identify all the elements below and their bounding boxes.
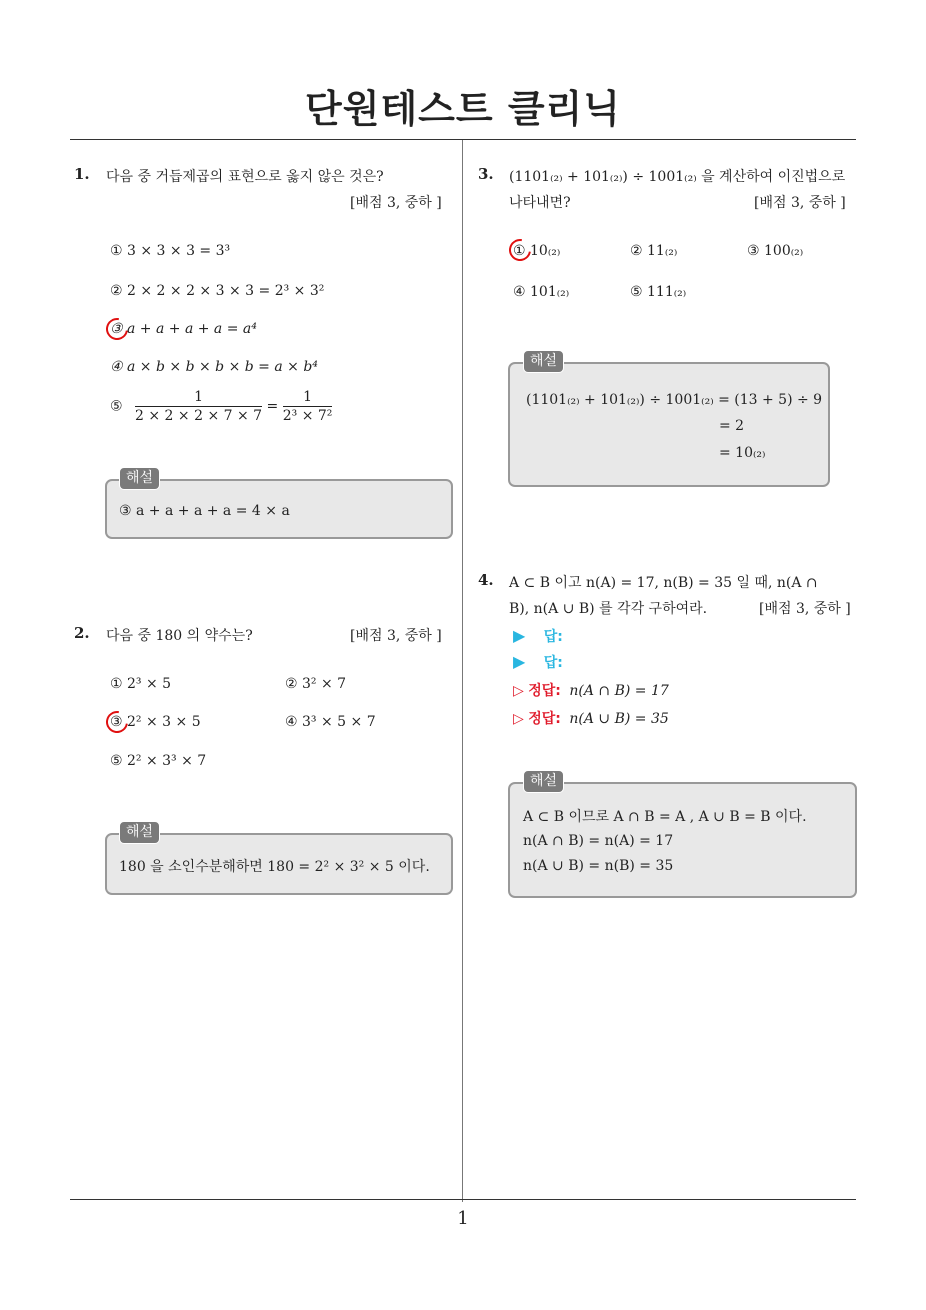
q1-number: 1.	[74, 165, 90, 183]
q1-choice-5	[110, 388, 332, 425]
correct-label: 정답:	[528, 683, 561, 699]
answer-label: 답:	[543, 629, 563, 645]
top-rule	[70, 139, 856, 140]
q1-choice-1: ① 3 × 3 × 3 = 3³	[110, 243, 231, 259]
bottom-rule	[70, 1199, 856, 1200]
q1-meta: [배점 3, 중하 ]	[350, 195, 442, 211]
q3-choice-4: ④ 101₍₂₎	[513, 284, 570, 300]
correct-answer-2: n(A ∪ B) = 35	[569, 711, 669, 727]
answer-label: 답:	[543, 655, 563, 671]
q1-choice-4: ④ a × b × b × b × b = a × b⁴	[110, 359, 318, 375]
q2-number: 2.	[74, 624, 90, 642]
correct-answer-1: n(A ∩ B) = 17	[569, 683, 669, 699]
q3-explanation-box	[508, 362, 830, 487]
q3-choice-5: ⑤ 111₍₂₎	[630, 284, 687, 300]
q3-question-line2: 나타내면?	[509, 195, 571, 211]
q4-explanation-line1: A ⊂ B 이므로 A ∩ B = A , A ∪ B = B 이다.	[523, 809, 807, 825]
q2-question: 다음 중 180 의 약수는?	[106, 628, 253, 644]
q1-choice-5-fraction-left	[135, 388, 262, 425]
q3-choice-2: ② 11₍₂₎	[630, 243, 678, 259]
q3-number: 3.	[478, 165, 494, 183]
q4-explanation-line2: n(A ∩ B) = n(A) = 17	[523, 833, 674, 849]
q4-question-line2: B), n(A ∪ B) 를 각각 구하여라.	[509, 601, 708, 617]
q1-choice-3: ③ a + a + a + a = a⁴	[110, 321, 257, 337]
fraction-denominator: 2 × 2 × 2 × 7 × 7	[135, 408, 263, 424]
explanation-tag: 해설	[119, 467, 160, 490]
q1-question: 다음 중 거듭제곱의 표현으로 옳지 않은 것은?	[106, 169, 384, 185]
q1-choice-5-label: ⑤	[110, 398, 123, 415]
explanation-tag: 해설	[119, 821, 160, 844]
q2-choice-5: ⑤ 2² × 3³ × 7	[110, 753, 207, 769]
q2-explanation-text: 180 을 소인수분해하면 180 = 2² × 3² × 5 이다.	[119, 859, 430, 875]
page-title: 단원테스트 클리닉	[305, 87, 621, 131]
q1-choice-2: ② 2 × 2 × 2 × 3 × 3 = 2³ × 3²	[110, 283, 325, 299]
q1-choice-5-fraction-right	[283, 388, 333, 425]
hollow-triangle-icon: ▷	[513, 683, 524, 699]
play-triangle-icon: ▶	[513, 652, 526, 671]
q4-explanation-line3: n(A ∪ B) = n(B) = 35	[523, 858, 674, 874]
q3-explanation-line2: = 2	[719, 418, 745, 434]
explanation-tag: 해설	[523, 770, 564, 793]
q3-choice-1: ① 10₍₂₎	[513, 243, 561, 259]
q4-meta: [배점 3, 중하 ]	[759, 601, 851, 617]
q2-choice-1: ① 2³ × 5	[110, 676, 172, 692]
explanation-tag: 해설	[523, 350, 564, 373]
q4-answer-row-1	[513, 626, 563, 646]
q2-choice-3: ③ 2² × 3 × 5	[110, 714, 201, 730]
hollow-triangle-icon: ▷	[513, 711, 524, 727]
correct-label: 정답:	[528, 711, 561, 727]
fraction-numerator: 1	[283, 388, 333, 407]
q3-choice-3: ③ 100₍₂₎	[747, 243, 804, 259]
q4-correct-row-1	[513, 680, 669, 700]
q2-choice-2: ② 3² × 7	[285, 676, 347, 692]
q1-explanation-text: ③ a + a + a + a = 4 × a	[119, 503, 290, 519]
q4-explanation-box	[508, 782, 857, 898]
q3-explanation-line3: = 10₍₂₎	[719, 445, 766, 461]
q4-number: 4.	[478, 571, 494, 589]
column-divider	[462, 140, 463, 1202]
q2-meta: [배점 3, 중하 ]	[350, 628, 442, 644]
fraction-numerator: 1	[135, 388, 262, 407]
q4-answer-row-2	[513, 652, 563, 672]
q3-meta: [배점 3, 중하 ]	[754, 195, 846, 211]
q3-explanation-line1: (1101₍₂₎ + 101₍₂₎) ÷ 1001₍₂₎ = (13 + 5) ÷ 9	[526, 392, 823, 408]
page-number: 1	[457, 1208, 469, 1229]
equals-sign: =	[266, 398, 279, 415]
q4-correct-row-2	[513, 708, 669, 728]
play-triangle-icon: ▶	[513, 626, 526, 645]
q4-question-line1: A ⊂ B 이고 n(A) = 17, n(B) = 35 일 때, n(A ∩	[509, 575, 818, 591]
q2-choice-4: ④ 3³ × 5 × 7	[285, 714, 376, 730]
fraction-denominator: 2³ × 7²	[282, 408, 333, 424]
q3-question-line1: (1101₍₂₎ + 101₍₂₎) ÷ 1001₍₂₎ 을 계산하여 이진법으로	[509, 169, 846, 185]
